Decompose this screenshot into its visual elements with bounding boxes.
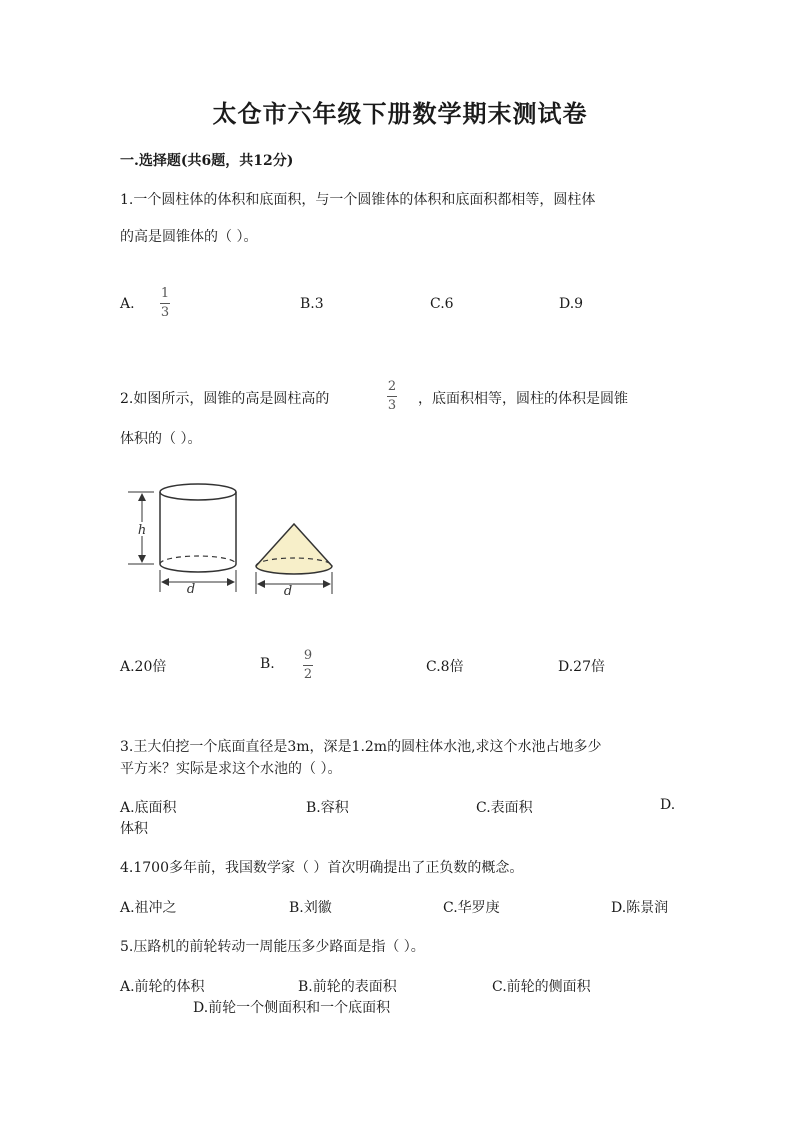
fraction-numerator: 9 [303,648,313,663]
question-4-line-1: 4.1700多年前，我国数学家（ ）首次明确提出了正负数的概念。 [120,860,524,876]
q1-option-b: B.3 [300,296,324,312]
fraction-denominator: 2 [303,667,313,682]
question-2-fraction [387,380,397,413]
q3-option-d-text: 体积 [120,821,148,837]
q4-option-b: B.刘徽 [289,900,332,916]
fraction-numerator: 1 [160,286,170,301]
section-heading: 一.选择题(共6题，共12分) [120,153,294,169]
q4-option-c: C.华罗庚 [443,900,500,916]
q5-option-d: D.前轮一个侧面积和一个底面积 [193,1000,391,1016]
cylinder-diameter-label: d [186,582,196,597]
q2-option-d: D.27倍 [558,659,605,675]
q3-option-a: A.底面积 [120,800,177,816]
q1-option-a-label: A. [120,296,135,312]
q2-option-b-fraction [303,649,313,682]
q4-option-a: A.祖冲之 [120,900,177,916]
fraction-denominator: 3 [160,305,170,320]
question-3-line-2: 平方米？实际是求这个水池的（ ）。 [120,761,342,777]
question-3-line-1: 3.王大伯挖一个底面直径是3m，深是1.2m的圆柱体水池,求这个水池占地多少 [120,739,602,755]
fraction-denominator: 3 [387,398,397,413]
q3-option-c: C.表面积 [476,800,533,816]
q2-option-c: C.8倍 [426,659,464,675]
question-2-line-2: 体积的（ ）。 [120,431,202,447]
q5-option-b: B.前轮的表面积 [298,979,397,995]
question-2-line-1-pre: 2.如图所示，圆锥的高是圆柱高的 [120,391,330,407]
cone-shape [256,524,332,574]
question-1-line-1: 1.一个圆柱体的体积和底面积，与一个圆锥体的体积和底面积都相等，圆柱体 [120,192,596,208]
q5-option-a: A.前轮的体积 [120,979,205,995]
q2-option-a: A.20倍 [120,659,167,675]
q3-option-d-label: D. [660,797,676,813]
cylinder-diameter-arrow [160,570,236,592]
q2-option-b-label: B. [260,656,275,672]
q1-option-c: C.6 [430,296,454,312]
q1-option-a-fraction [160,287,170,320]
cone-diameter-label: d [283,584,293,599]
q3-option-b: B.容积 [306,800,349,816]
fraction-numerator: 2 [387,379,397,394]
cylinder-shape [160,484,236,572]
cylinder-cone-figure [120,478,350,608]
fraction-bar [387,396,397,397]
q5-option-c: C.前轮的侧面积 [492,979,591,995]
question-2-line-1-post: ，底面积相等，圆柱的体积是圆锥 [418,391,628,407]
question-1-line-2: 的高是圆锥体的（ ）。 [120,229,258,245]
fraction-bar [160,303,170,304]
q4-option-d: D.陈景润 [611,900,669,916]
q1-option-d: D.9 [559,296,584,312]
cone-diameter-arrow [256,572,332,594]
page-title: 太仓市六年级下册数学期末测试卷 [212,99,588,128]
question-5-line-1: 5.压路机的前轮转动一周能压多少路面是指（ ）。 [120,939,425,955]
cylinder-height-label: h [137,523,147,538]
fraction-bar [303,665,313,666]
